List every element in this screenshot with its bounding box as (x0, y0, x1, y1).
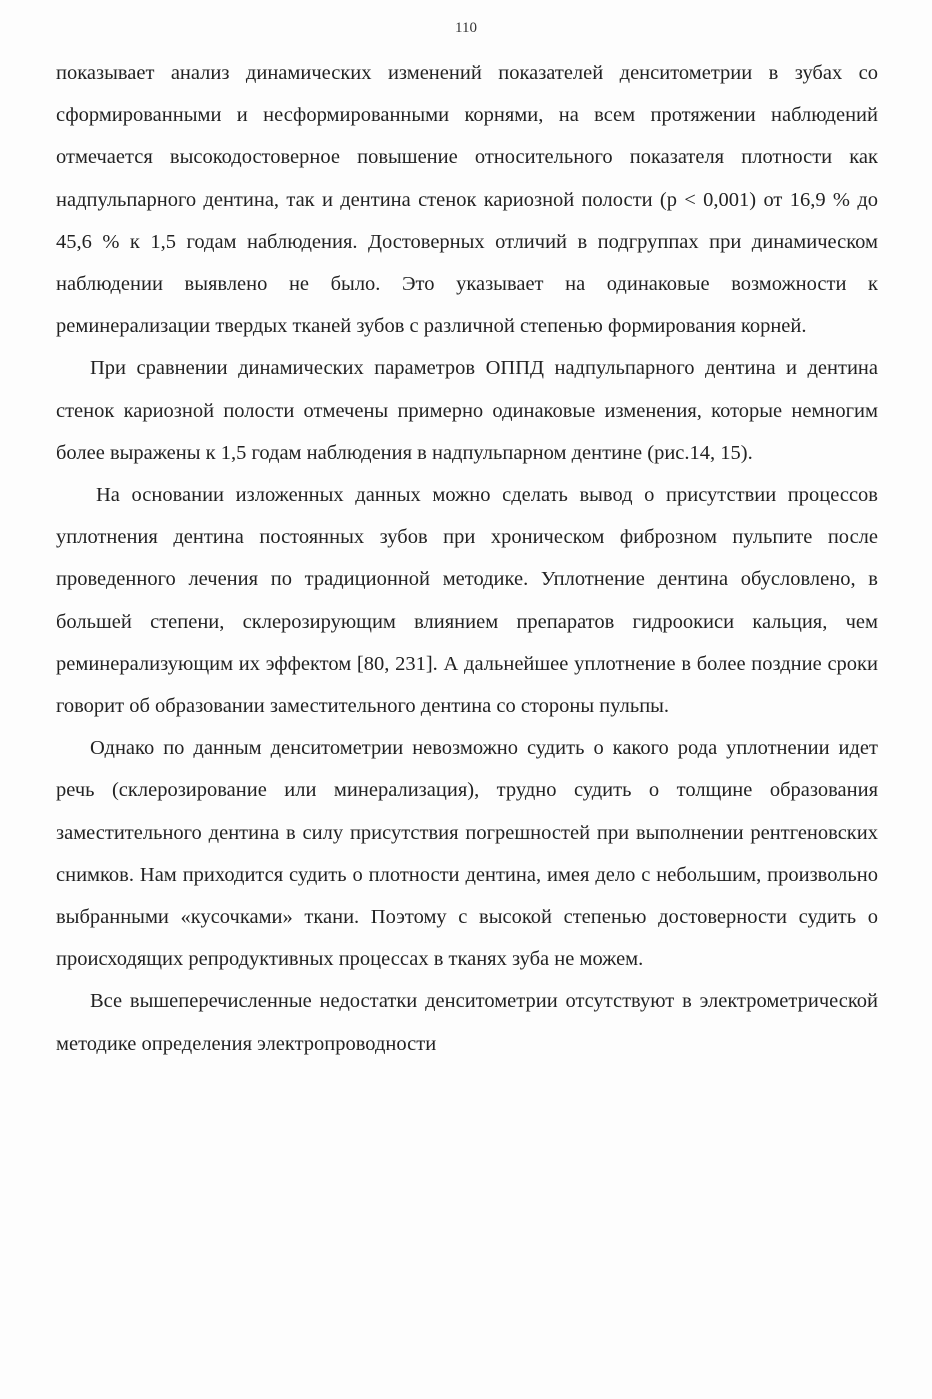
paragraph-4: Однако по данным денситометрии невозможно судить о какого рода уплотнении идет речь (склерозирование или минерализация), трудно судить о толщине образования заместительного дентина в силу присутствия погрешностей при выполнении рентгеновских снимков. Нам приходится судить о плотности дентина, имея дело с небольшим, произвольно выбранными «кусочками» ткани. Поэтому с высокой степенью достоверности судить о происходящих репродуктивных процессах в тканях зуба не можем. (56, 737, 878, 971)
page-number: 110 (455, 20, 477, 36)
paragraph-1-continuation: показывает анализ динамических изменений показателей денситометрии в зубах со сформированными и несформированными корнями, на всем протяжении наблюдений отмечается высокодостоверное повышение относительного показателя плотности как надпульпарного дентина, так и дентина стенок кариозной полости (p < 0,001) от 16,9 % до 45,6 % к 1,5 годам наблюдения. Достоверных отличий в подгруппах при динамическом наблюдении выявлено не было. Это указывает на одинаковые возможности к реминерализации твердых тканей зубов с различной степенью формирования корней. (56, 62, 878, 338)
document-body (56, 52, 878, 1065)
paragraph-5: Все вышеперечисленные недостатки денситометрии отсутствуют в электрометрической методике определения электропроводности (56, 990, 878, 1055)
paragraph-3: На основании изложенных данных можно сделать вывод о присутствии процессов уплотнения дентина постоянных зубов при хроническом фиброзном пульпите после проведенного лечения по традиционной методике. Уплотнение дентина обусловлено, в большей степени, склерозирующим влиянием препаратов гидроокиси кальция, чем реминерализующим их эффектом [80, 231]. А дальнейшее уплотнение в более поздние сроки говорит об образовании заместительного дентина со стороны пульпы. (56, 484, 878, 718)
paragraph-2: При сравнении динамических параметров ОППД надпульпарного дентина и дентина стенок кариозной полости отмечены примерно одинаковые изменения, которые немногим более выражены к 1,5 годам наблюдения в надпульпарном дентине (рис.14, 15). (56, 357, 878, 464)
